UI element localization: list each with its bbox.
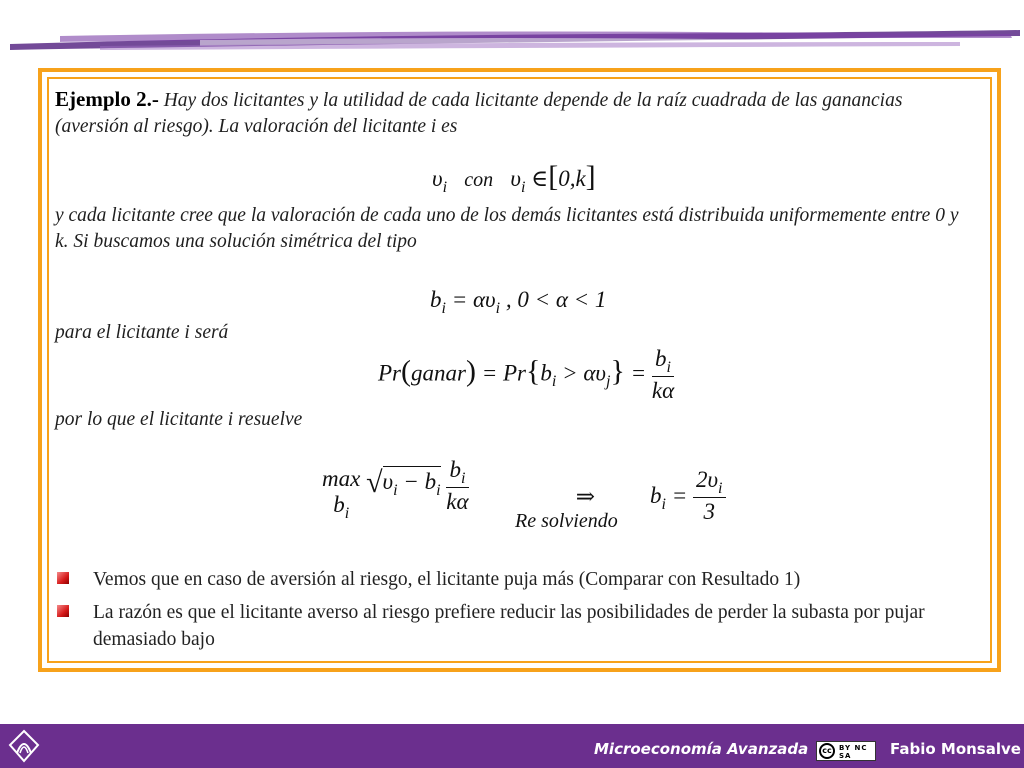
cc-icon: cc [819, 743, 835, 759]
belief-paragraph: y cada licitante cree que la valoración de cada uno de los demás licitantes está distribuida uniformemente entre 0 y k. Si buscamos una solución simétrica del tipo [55, 205, 959, 252]
for-bidder-text: para el licitante i será [55, 322, 229, 343]
bullet-square-icon [57, 572, 69, 584]
bullet-item: Vemos que en caso de aversión al riesgo, el licitante puja más (Comparar con Resultado 1) [55, 566, 985, 593]
equation-strategy: $b_i = \alpha\upsilon_i$ , 0 < α < 1 [430, 287, 607, 317]
equation-valuation: $\upsilon_i$ con $\upsilon_i$ ∈[0,k] [432, 160, 596, 196]
intro-text: Hay dos licitantes y la utilidad de cada licitante depende de la raíz cuadrada de las ganancias (aversión al riesgo). La valoración del licitante i es [55, 90, 903, 137]
header-brush-decoration [0, 0, 1024, 60]
solves-text: por lo que el licitante i resuelve [55, 409, 303, 430]
conclusion-bullets [55, 566, 985, 659]
footer-bar [0, 724, 1024, 768]
equation-probability: Pr(ganar) = $Pr\{b_i > \alpha\upsilon_j\}$ = $\frac{b_i}{k\alpha}$ [378, 346, 675, 403]
example-title: Ejemplo 2.- [55, 87, 159, 111]
author-name: Fabio Monsalve [890, 740, 1021, 758]
creative-commons-badge [816, 741, 876, 761]
university-logo-icon [8, 729, 40, 763]
equation-result: $b_i$ = $\frac{2\upsilon_i}{3}$ [650, 466, 726, 526]
cc-license-label: BY NC SA [839, 744, 868, 760]
utility-fraction: $\frac{b_i}{k\alpha}$ [446, 457, 469, 514]
course-title: Microeconomía Avanzada [594, 740, 809, 758]
bullet-item: La razón es que el licitante averso al riesgo prefiere reducir las posibilidades de perder la subasta por pujar demasiado bajo [55, 599, 985, 653]
bullet-square-icon [57, 605, 69, 617]
equation-maximization: max $b_i$ $√\upsilon_i - b_i$ $\frac{b_i}{k\alpha}$ [322, 457, 469, 522]
intro-paragraph [55, 86, 965, 140]
resolving-arrow: ⇒ Re solviendo [515, 484, 618, 532]
probability-fraction: $\frac{b_i}{k\alpha}$ [651, 346, 675, 403]
